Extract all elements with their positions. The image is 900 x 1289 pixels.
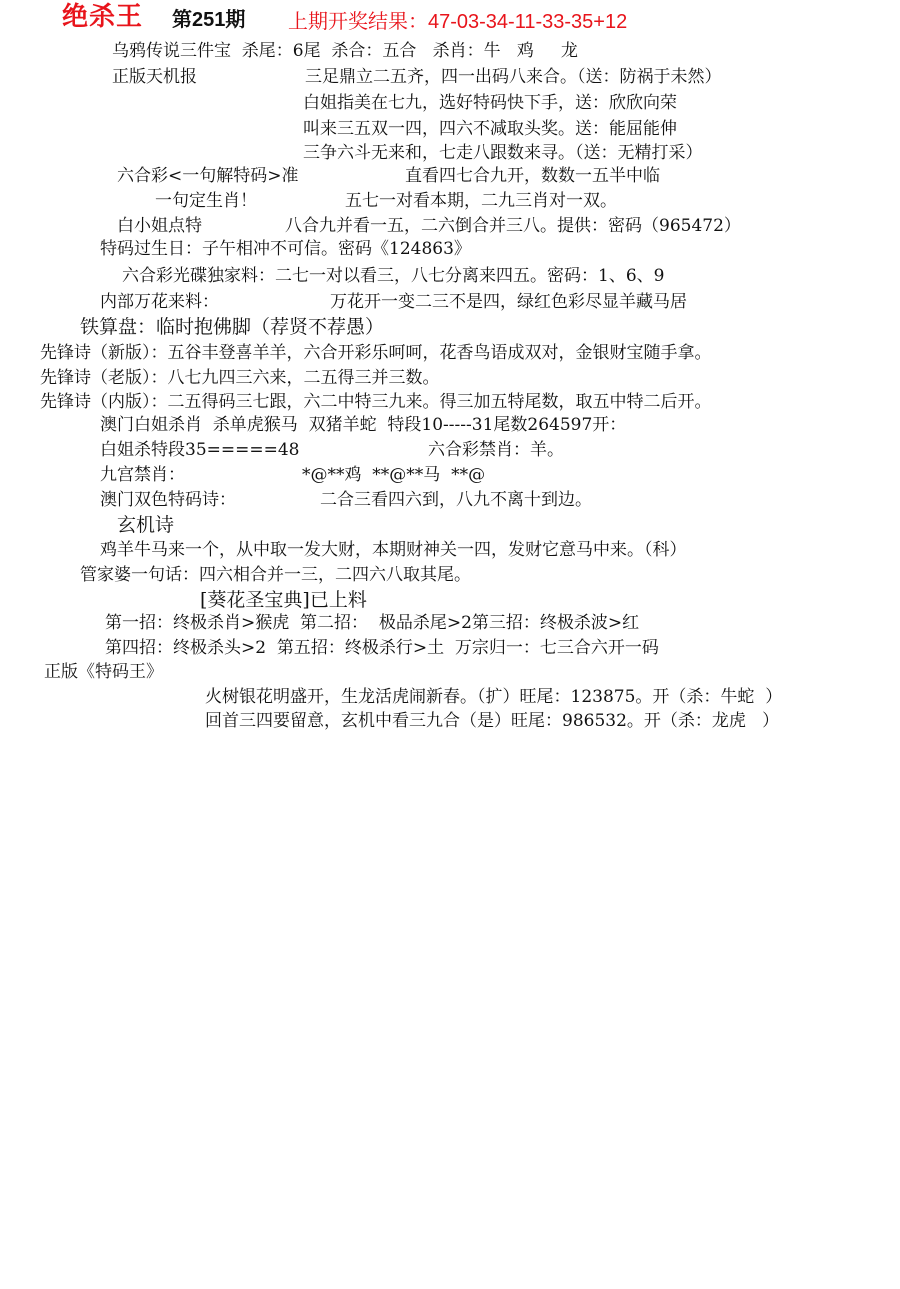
line-tianji-poem-2: 白姐指美在七九，选好特码快下手，送：欣欣向荣 <box>303 93 677 113</box>
line-xuanji-poem: 鸡羊牛马来一个，从中取一发大财，本期财神关一四，发财它意马中来。（科） <box>100 540 687 560</box>
logo-title: 绝杀王 <box>62 2 144 32</box>
line-tema-wang-heading: 正版《特码王》 <box>44 662 163 682</box>
line-zodiac-text: 五七一对看本期，二九三肖对一双。 <box>345 191 617 211</box>
line-forbidden-zodiac: 六合彩禁肖：羊。 <box>428 440 564 460</box>
line-tema-wang-poem-2: 回首三四要留意，玄机中看三九合（是）旺尾：986532。开（杀：龙虎 ） <box>205 711 780 731</box>
line-tianji-heading: 正版天机报 <box>112 67 197 87</box>
line-pioneer-inner: 先锋诗（内版）：二五得码三七跟，六二中特三九来。得三加五特尾数，取五中特二后开。 <box>40 392 712 412</box>
line-baixiaojie-heading: 白小姐点特 <box>117 216 202 236</box>
line-pioneer-new: 先锋诗（新版）：五谷丰登喜羊羊，六合开彩乐呵呵，花香鸟语成双对，金银财宝随手拿。 <box>40 343 712 363</box>
line-crow-legend: 乌鸦传说三件宝 杀尾：6尾 杀合：五合 杀肖：牛 鸡 龙 <box>112 41 578 61</box>
line-xuanji-heading: 玄机诗 <box>117 514 175 536</box>
line-tianji-poem-4: 三争六斗无来和，七走八跟数来寻。（送：无精打采） <box>303 143 703 163</box>
line-nine-palace-text: *@**鸡 **@**马 **@ <box>302 465 486 485</box>
line-wanhua-heading: 内部万花来料： <box>100 292 219 312</box>
line-zodiac-heading: 一句定生肖！ <box>155 191 257 211</box>
line-moves-4-5: 第四招：终极杀头>2 第五招：终极杀行>土 万宗归一：七三合六开一码 <box>105 638 659 658</box>
line-one-sentence-heading: 六合彩<一句解特码>准 <box>117 166 299 186</box>
line-nine-palace-heading: 九宫禁肖： <box>100 465 185 485</box>
line-tianji-poem-3: 叫来三五双一四，四六不减取头奖。送：能屈能伸 <box>303 119 677 139</box>
line-moves-1-3: 第一招：终极杀肖>猴虎 第二招： 极品杀尾>2第三招：终极杀波>红 <box>105 613 640 633</box>
line-macau-color-text: 二合三看四六到，八九不离十到边。 <box>320 490 592 510</box>
line-tianji-poem-1: 三足鼎立二五齐，四一出码八来合。（送：防祸于未然） <box>305 67 722 87</box>
line-macau-baijie: 澳门白姐杀肖 杀单虎猴马 双猪羊蛇 特段10-----31尾数264597开： <box>100 415 627 435</box>
line-abacus: 铁算盘：临时抱佛脚（荐贤不荐愚） <box>80 316 385 338</box>
last-draw-result: 上期开奖结果：47-03-34-11-33-35+12 <box>288 11 628 33</box>
line-baixiaojie-text: 八合九并看一五，二六倒合并三八。提供：密码（965472） <box>285 216 741 236</box>
line-wanhua-text: 万花开一变二三不是四，绿红色彩尽显羊藏马居 <box>330 292 687 312</box>
line-disc-exclusive: 六合彩光碟独家料：二七一对以看三，八七分离来四五。密码：1、6、9 <box>122 266 665 286</box>
issue-number: 第251期 <box>172 9 246 31</box>
line-one-sentence-text: 直看四七合九开，数数一五半中临 <box>405 166 660 186</box>
line-housekeeper: 管家婆一句话：四六相合并一三，二四六八取其尾。 <box>80 565 471 585</box>
line-tema-wang-poem-1: 火树银花明盛开，生龙活虎闹新春。（扩）旺尾：123875。开（杀：牛蛇 ） <box>205 687 783 707</box>
line-pioneer-old: 先锋诗（老版）：八七九四三六来，二五得三并三数。 <box>40 368 440 388</box>
line-sunflower-heading: [葵花圣宝典]已上料 <box>200 589 367 611</box>
line-baijie-segment: 白姐杀特段35=====48 <box>100 440 300 460</box>
line-macau-color-heading: 澳门双色特码诗： <box>100 490 236 510</box>
line-birthday: 特码过生日：子午相冲不可信。密码《124863》 <box>100 239 471 259</box>
